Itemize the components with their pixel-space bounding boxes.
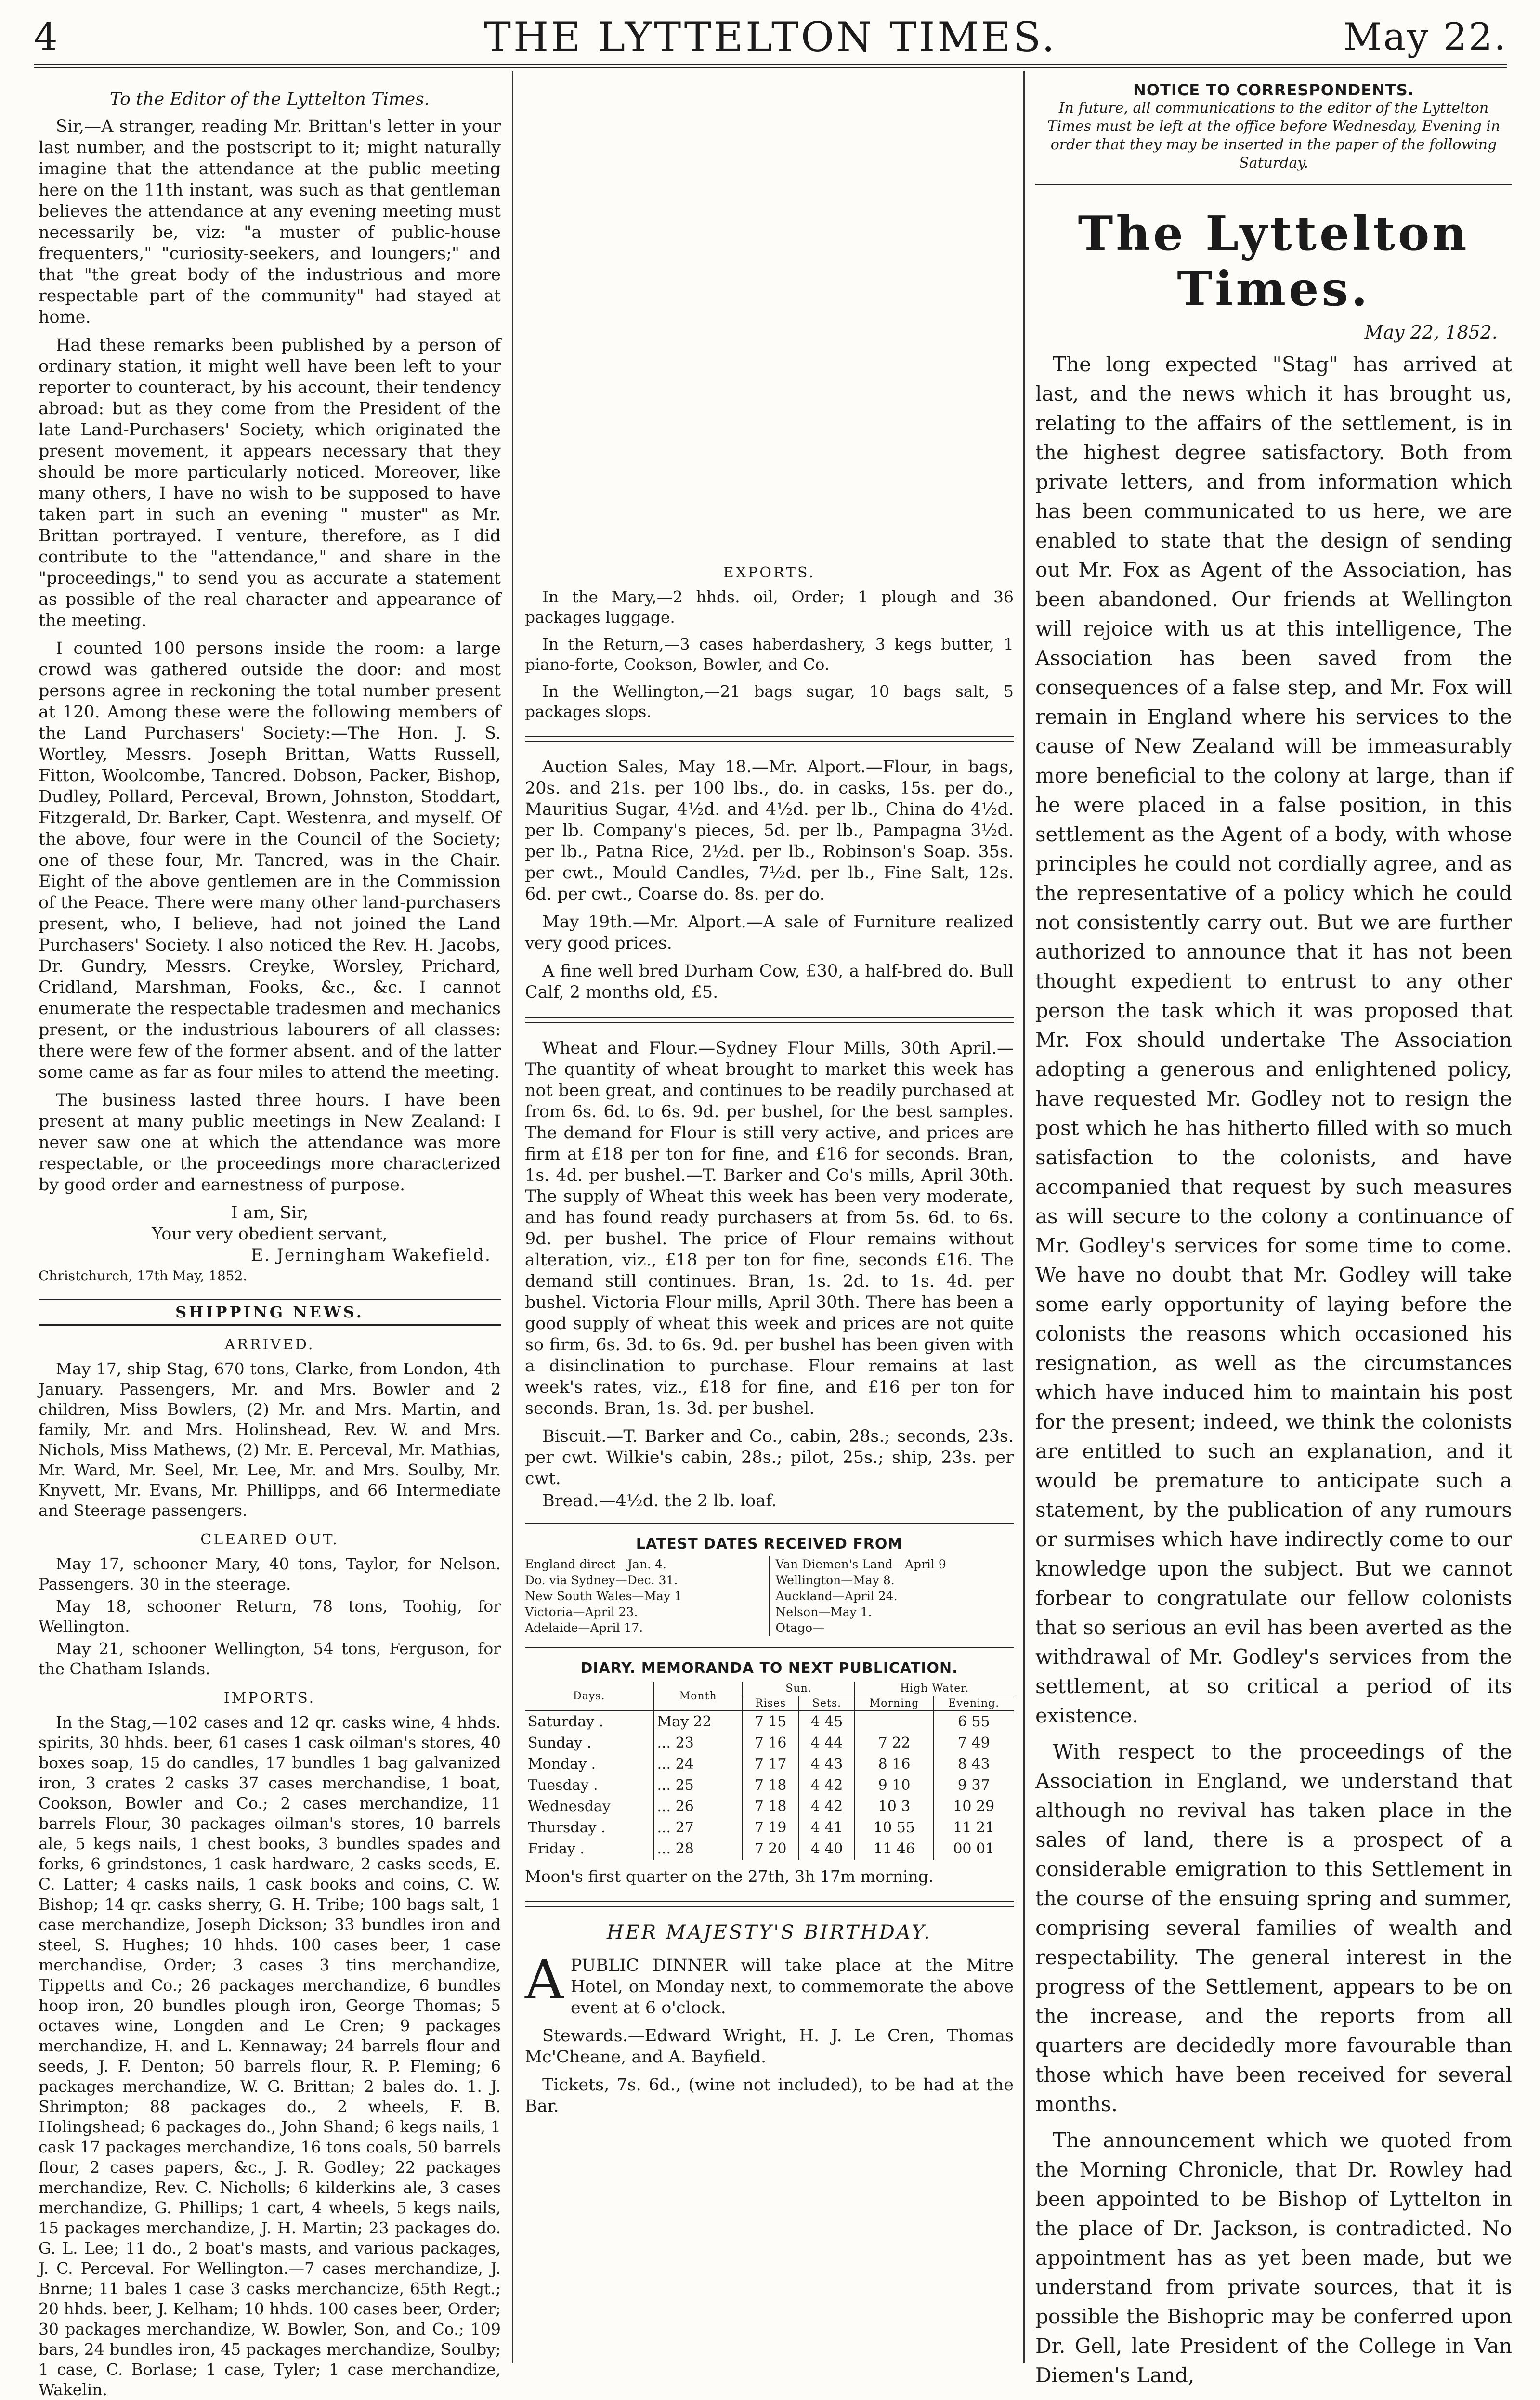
diary-cell: 4 40 <box>799 1839 855 1860</box>
latest-date-item: Adelaide—April 17. <box>525 1621 643 1635</box>
diary-cell: 7 22 <box>855 1733 933 1754</box>
cleared-heading: CLEARED OUT. <box>200 1531 339 1548</box>
export-item: In the Return,—3 cases haberdashery, 3 kegs butter, 1 piano-forte, Cookson, Bowler, and Co. <box>525 635 1014 674</box>
newspaper-title: THE LYTTELTON TIMES. <box>484 13 1057 61</box>
cleared-item: May 18, schooner Return, 78 tons, Toohig, for Wellington. <box>39 1597 501 1636</box>
diary-table <box>525 1682 1014 1860</box>
latest-dates-list <box>525 1556 1014 1636</box>
wheat-paragraph: Wheat and Flour.—Sydney Flour Mills, 30th April.—The quantity of wheat brought to market this week has not been great, and continues to be readily purchased at from 6s. 6d. to 6s. 9d. per bushel, for the best samples. The demand for Flour is still very active, and prices are firm at £18 per ton for fine, and £16 for seconds. Bran, 1s. 4d. per bushel.—T. Barker and Co's mills, April 30th. The supply of Wheat this week has been very moderate, and has found ready purchasers at from 5s. 6d. to 6s. 9d. per bushel. The price of Flour remains without alteration, viz., £18 per ton for fine, seconds £16. The demand still continues. Bran, 1s. 2d. to 1s. 4d. per bushel. Victoria Flour mills, April 30th. There has been a good supply of wheat this week and prices are not quite so firm, 6s. 3d. to 6s. 9d. per bushel has been given with a disinclination to purchase. Flour remains at last week's rates, viz., £18 for fine, and £16 per ton for seconds. Bran, 1s. 3d. per bushel. <box>525 1039 1014 1418</box>
diary-cell: ... 23 <box>653 1733 742 1754</box>
diary-cell: 4 42 <box>799 1796 855 1817</box>
diary-row <box>525 1839 1014 1860</box>
diary-cell <box>855 1711 933 1733</box>
diary-cell: Sunday . <box>525 1733 653 1754</box>
diary-col-header: Rises <box>743 1696 799 1711</box>
cleared-item: May 17, schooner Mary, 40 tons, Taylor, for Nelson. Passengers. 30 in the steerage. <box>39 1554 501 1593</box>
column-divider <box>1023 71 1025 2363</box>
latest-date-item: Victoria—April 23. <box>525 1605 638 1619</box>
column-3 <box>1035 72 1512 2387</box>
masthead <box>34 11 1507 64</box>
editorial-masthead: The Lyttelton Times. <box>1078 206 1470 317</box>
diary-cell: 4 45 <box>799 1711 855 1733</box>
latest-dates-right <box>769 1556 1014 1636</box>
diary-cell: 8 16 <box>855 1754 933 1775</box>
diary-cell: Friday . <box>525 1839 653 1860</box>
diary-col-header: Morning <box>855 1696 933 1711</box>
column-1 <box>39 72 501 2399</box>
section-rule <box>525 1901 1014 1907</box>
letter-paragraph: The business lasted three hours. I have been present at many public meetings in New Zealand: I never saw one at which the attendance was more respectable, or the proceedings more characterized by good order and earnestness of purpose. <box>39 1091 501 1195</box>
diary-cell: 7 16 <box>743 1733 799 1754</box>
birthday-dropcap: A <box>525 1949 564 2011</box>
diary-row <box>525 1817 1014 1839</box>
latest-date-item: Nelson—May 1. <box>775 1605 872 1619</box>
arrived-heading: ARRIVED. <box>224 1336 315 1353</box>
diary-cell: 4 44 <box>799 1733 855 1754</box>
diary-cell: 6 55 <box>957 1713 990 1730</box>
editorial-date: May 22, 1852. <box>1364 322 1498 343</box>
auction-paragraph: May 19th.—Mr. Alport.—A sale of Furniture realized very good prices. <box>525 913 1014 953</box>
diary-col-header: Days. <box>525 1682 653 1711</box>
letter-closing: Your very obedient servant, <box>152 1225 388 1244</box>
diary-cell: Saturday . <box>525 1711 653 1733</box>
imports-continuation-space <box>525 72 1014 554</box>
diary-row <box>525 1796 1014 1817</box>
birthday-stewards: Stewards.—Edward Wright, H. J. Le Cren, Thomas Mc'Cheane, and A. Bayfield. <box>525 2026 1014 2067</box>
shipping-heading: SHIPPING NEWS. <box>39 1299 501 1326</box>
diary-cell: ... 25 <box>653 1775 742 1796</box>
latest-date-item: Otago— <box>775 1621 825 1635</box>
latest-date-item: Wellington—May 8. <box>775 1573 895 1587</box>
diary-row <box>525 1711 1014 1733</box>
diary-group-header: Sun. <box>743 1682 855 1696</box>
editorial-paragraph: The long expected "Stag" has arrived at last, and the news which it has brought us, relating to the affairs of the settlement, is in the highest degree satisfactory. Both from private letters, and from information which has been communicated to us here, we are enabled to state that the design of sending out Mr. Fox as Agent of the Association, has been abandoned. Our friends at Wellington will rejoice with us at this intelligence, The Association has been saved from the consequences of a false step, and Mr. Fox will remain in England where his services to the cause of New Zealand will be immeasurably more beneficial to the colony at large, than if he were placed in a false position, in this settlement as the Agent of a body, with whose principles he could not cordially agree, and as the representative of a policy which he could not consistently carry out. But we are further authorized to announce that it has not been thought expedient to entrust to any other person the task which it was proposed that Mr. Fox should undertake The Association adopting a generous and enlightened policy, have requested Mr. Godley not to resign the post which he has hitherto filled with so much satisfaction to the colonists, and have accompanied that request by such measures as will secure to the colony a continuance of Mr. Godley's services for some time to come. We have no doubt that Mr. Godley will take some early opportunity of laying before the colonists the reasons which occasioned his resignation, as well as the circumstances which have induced him to maintain his post for the present; indeed, we think the colonists are entitled to such an explanation, and it would be premature to anticipate such a statement, by the publication of any rumours or surmises which have indirectly come to our knowledge upon the subject. But we cannot forbear to congratulate our fellow colonists that so serious an evil has been averted as the withdrawal of Mr. Godley's services from the settlement, at so critical a period of its existence. <box>1035 352 1512 1727</box>
diary-row <box>525 1733 1014 1754</box>
diary-cell: 7 18 <box>743 1775 799 1796</box>
biscuit-paragraph: Biscuit.—T. Barker and Co., cabin, 28s.; seconds, 23s. per cwt. Wilkie's cabin, 28s.; pilot, 25s.; ship, 23s. per cwt. <box>525 1427 1014 1488</box>
masthead-rule-thin <box>34 67 1507 68</box>
diary-cell: 11 46 <box>855 1839 933 1860</box>
diary-col-header: Evening. <box>934 1696 1014 1711</box>
diary-cell: 7 18 <box>743 1796 799 1817</box>
diary-heading: DIARY. MEMORANDA TO NEXT PUBLICATION. <box>580 1660 958 1677</box>
imports-heading: IMPORTS. <box>223 1690 316 1707</box>
diary-cell: 8 43 <box>957 1756 990 1773</box>
diary-cell: 7 49 <box>957 1735 990 1751</box>
latest-date-item: England direct—Jan. 4. <box>525 1557 666 1571</box>
letter-signature: E. Jerningham Wakefield. <box>251 1246 491 1265</box>
diary-cell: Wednesday <box>525 1796 653 1817</box>
latest-date-item: Auckland—April 24. <box>775 1589 898 1603</box>
diary-cell: May 22 <box>653 1711 742 1733</box>
editorial-paragraph: The announcement which we quoted from the Morning Chronicle, that Dr. Rowley had been appointed to be Bishop of Lyttelton in the place of Dr. Jackson, is contradicted. No appointment has as yet been made, but we understand from private sources, that it is possible the Bishopric may be conferred upon Dr. Gell, late President of the College in Van Diemen's Land, <box>1035 2128 1512 2387</box>
birthday-text: PUBLIC DINNER will take place at the Mitre Hotel, on Monday next, to commemorate the above event at 6 o'clock. <box>570 1956 1014 2018</box>
arrived-text: May 17, ship Stag, 670 tons, Clarke, from London, 4th January. Passengers, Mr. and Mrs. Bowler and 2 children, Miss Bowlers, (2) Mr. and Mrs. Martin, and family, Mr. and Mrs. Holinshead, Rev. W. and Mrs. Nichols, Miss Mathews, (2) Mr. E. Perceval, Mr. Mathias, Mr. Ward, Mr. Seel, Mr. Lee, Mr. and Mrs. Soulby, Mr. Knyvett, Mr. Evans, Mr. Phillipps, and 66 Intermediate and Steerage passengers. <box>39 1359 501 1520</box>
latest-dates-heading: LATEST DATES RECEIVED FROM <box>636 1536 903 1552</box>
birthday-body <box>525 1949 1014 2019</box>
diary-cell: 9 37 <box>957 1777 990 1794</box>
editorial-paragraph: With respect to the proceedings of the Association in England, we understand that although no revival has taken place in the sales of land, there is a prospect of a considerable emigration to this Settlement in the course of the ensuing spring and summer, comprising several families of wealth and respectability. The general interest in the progress of the Settlement, appears to be on the increase, and the reports from all quarters are decidedly more favourable than those which have been received for several months. <box>1035 1740 1512 2116</box>
notice-heading: NOTICE TO CORRESPONDENTS. <box>1133 81 1414 99</box>
cleared-item: May 21, schooner Wellington, 54 tons, Ferguson, for the Chatham Islands. <box>39 1639 501 1678</box>
diary-cell: 7 17 <box>743 1754 799 1775</box>
diary-footer: Moon's first quarter on the 27th, 3h 17m morning. <box>525 1867 934 1886</box>
diary-cell: ... 28 <box>653 1839 742 1860</box>
bread-paragraph: Bread.—4½d. the 2 lb. loaf. <box>542 1491 777 1511</box>
section-rule <box>525 1017 1014 1023</box>
issue-date: May 22. <box>1343 15 1507 59</box>
diary-row <box>525 1754 1014 1775</box>
letter-salutation: To the Editor of the Lyttelton Times. <box>109 90 430 109</box>
page-number: 4 <box>34 15 58 59</box>
diary-cell: ... 27 <box>653 1817 742 1839</box>
diary-row <box>525 1775 1014 1796</box>
letter-paragraph: Had these remarks been published by a person of ordinary station, it might well have been left to your reporter to counteract, by his account, their tendency abroad: but as they come from the President of the late Land-Purchasers' Society, which originated the present movement, it appears necessary that they should be more particularly noticed. Moreover, like many others, I have no wish to be supposed to have taken part in such an evening " muster" as Mr. Brittan portrayed. I venture, therefore, as I did contribute to the "attendance," and share in the "proceedings," to send you as accurate a statement as possible of the real character and appearance of the meeting. <box>39 336 501 630</box>
section-rule <box>525 1523 1014 1524</box>
latest-date-item: Van Diemen's Land—April 9 <box>775 1557 946 1571</box>
letter-dateline: Christchurch, 17th May, 1852. <box>39 1268 248 1284</box>
diary-cell: Thursday . <box>525 1817 653 1839</box>
exports-heading: EXPORTS. <box>723 564 816 581</box>
birthday-tickets: Tickets, 7s. 6d., (wine not included), to be had at the Bar. <box>525 2075 1014 2116</box>
diary-cell: 7 19 <box>743 1817 799 1839</box>
latest-date-item: Do. via Sydney—Dec. 31. <box>525 1573 678 1587</box>
diary-cell: 10 3 <box>855 1796 933 1817</box>
diary-cell: 4 43 <box>799 1754 855 1775</box>
section-rule <box>1035 184 1512 185</box>
auction-paragraph: Auction Sales, May 18.—Mr. Alport.—Flour, in bags, 20s. and 21s. per 100 lbs., do. in casks, 15s. per do., Mauritius Sugar, 4½d. and 4½d. per lb., China do 4½d. per lb. Company's pieces, 5d. per lb., Pampagna 3½d. per lb., Patna Rice, 2½d. per lb., Robinson's Soap. 35s. per cwt., Mould Candles, 7½d. per lb., Fine Salt, 12s. 6d. per cwt., Coarse do. 8s. per do. <box>525 757 1014 904</box>
latest-date-item: New South Wales—May 1 <box>525 1589 682 1603</box>
diary-group-header: High Water. <box>855 1682 1014 1696</box>
column-divider <box>512 71 513 2363</box>
diary-cell: 7 15 <box>743 1711 799 1733</box>
diary-cell: 10 55 <box>855 1817 933 1839</box>
export-item: In the Mary,—2 hhds. oil, Order; 1 plough and 36 packages luggage. <box>525 587 1014 626</box>
diary-col-header: Month <box>653 1682 742 1711</box>
letter-paragraph: Sir,—A stranger, reading Mr. Brittan's letter in your last number, and the postscript to it; might naturally imagine that the attendance at the public meeting here on the 11th instant, was such as that gentleman believes the attendance at any evening meeting must necessarily be, viz: "a muster of public-house frequenters," "curiosity-seekers, and loungers;" and that "the great body of the industrious and more respectable part of the community" had stayed at home. <box>39 117 501 327</box>
section-rule <box>525 1647 1014 1648</box>
diary-col-header: Sets. <box>799 1696 855 1711</box>
diary-cell: ... 24 <box>653 1754 742 1775</box>
imports-text: In the Stag,—102 cases and 12 qr. casks wine, 4 hhds. spirits, 30 hhds. beer, 61 cases 1 cask oilman's stores, 40 boxes soap, 15 do candles, 17 bundles 1 bag galvanized iron, 3 crates 2 casks 37 cases merchandise, 1 boat, Cookson, Bowler and Co.; 2 cases merchandize, 11 barrels Flour, 30 packages oilman's stores, 10 barrels ale, 5 kegs nails, 1 chest books, 3 bundles spades and forks, 6 grindstones, 1 cask hardware, 2 casks seeds, E. C. Latter; 4 casks nails, 1 cask books and coins, C. W. Bishop; 14 qr. casks sherry, G. H. Tribe; 100 bags salt, 1 case merchandize, Joseph Dickson; 33 bundles iron and steel, S. Hughes; 10 hhds. 100 cases beer, 1 case merchandise, Order; 3 cases 3 tins merchandize, Tippetts and Co.; 26 packages merchandize, 6 bundles hoop iron, 20 bundles plough iron, George Thomas; 5 octaves wine, Longden and Le Cren; 9 packages merchandize, H. and L. Kennaway; 24 barrels flour and seeds, J. F. Denton; 50 barrels flour, R. P. Fleming; 6 packages merchandize, W. G. Brittan; 2 bales do. 1. J. Shrimpton; 88 packages do., 2 wheels, F. B. Holingshead; 6 packages do., John Shand; 6 kegs nails, 1 cask 17 packages merchandize, 16 tons coals, 50 barrels flour, 2 cases papers, &c., J. R. Godley; 22 packages merchandize, Rev. C. Nicholls; 6 kilderkins ale, 3 cases merchandize, G. Phillips; 1 cart, 4 wheels, 5 kegs nails, 15 packages merchandize, J. H. Martin; 23 packages do. G. L. Lee; 11 do., 2 boat's masts, and various packages, J. C. Perceval. For Wellington.—7 cases merchandize, J. Bnrne; 11 bales 1 case 3 casks merchancize, 65th Regt.; 20 hhds. beer, J. Kelham; 10 hhds. 100 cases beer, Order; 30 packages merchandize, W. Bowler, Son, and Co.; 109 bars, 24 bundles iron, 45 packages merchandize, Soulby; 1 case, C. Borlase; 1 case, Tyler; 1 case merchandize, Wakelin. <box>39 1713 501 2399</box>
masthead-rule <box>34 64 1507 65</box>
notice-body: In future, all communications to the editor of the Lyttelton Times must be left at the office before Wednesday, Evening in order that they may be inserted in the paper of the following Saturday. <box>1047 100 1501 171</box>
letter-paragraph: I counted 100 persons inside the room: a large crowd was gathered outside the door: and most persons agree in reckoning the total number present at 120. Among these were the following members of the Land Purchasers' Society:—The Hon. J. S. Wortley, Messrs. Joseph Brittan, Watts Russell, Fitton, Woolcombe, Tancred. Dobson, Packer, Bishop, Dudley, Pollard, Perceval, Brown, Johnston, Stoddart, Fitzgerald, Dr. Barker, Capt. Westenra, and myself. Of the above, four were in the Council of the Society; one of these four, Mr. Tancred, was in the Chair. Eight of the above gentlemen are in the Commission of the Peace. There were many other land-purchasers present, who, I believe, had not joined the Land Purchasers' Society. I also noticed the Rev. H. Jacobs, Dr. Gundry, Messrs. Creyke, Worsley, Prichard, Cridland, Marshman, Fooks, &c., &c. I cannot enumerate the respectable tradesmen and mechanics present, or the industrious labourers of all classes: there were few of the former absent. and of the latter some came as far as four miles to attend the meeting. <box>39 639 501 1082</box>
diary-cell: ... 26 <box>653 1796 742 1817</box>
diary-cell: 00 01 <box>953 1840 995 1857</box>
column-2 <box>525 72 1014 2355</box>
diary-cell: 4 42 <box>799 1775 855 1796</box>
diary-cell: 4 41 <box>799 1817 855 1839</box>
section-rule <box>525 736 1014 742</box>
auction-paragraph: A fine well bred Durham Cow, £30, a half-bred do. Bull Calf, 2 months old, £5. <box>525 962 1014 1002</box>
diary-cell: 9 10 <box>855 1775 933 1796</box>
diary-cell: 7 20 <box>743 1839 799 1860</box>
diary-cell: 10 29 <box>953 1798 995 1815</box>
latest-dates-left <box>525 1556 769 1636</box>
export-item: In the Wellington,—21 bags sugar, 10 bags salt, 5 packages slops. <box>525 682 1014 721</box>
letter-closing: I am, Sir, <box>231 1203 309 1223</box>
diary-rows <box>525 1711 1014 1860</box>
diary-cell: Monday . <box>525 1754 653 1775</box>
birthday-heading: HER MAJESTY'S BIRTHDAY. <box>606 1921 932 1943</box>
diary-cell: 11 21 <box>953 1819 995 1836</box>
diary-cell: Tuesday . <box>525 1775 653 1796</box>
